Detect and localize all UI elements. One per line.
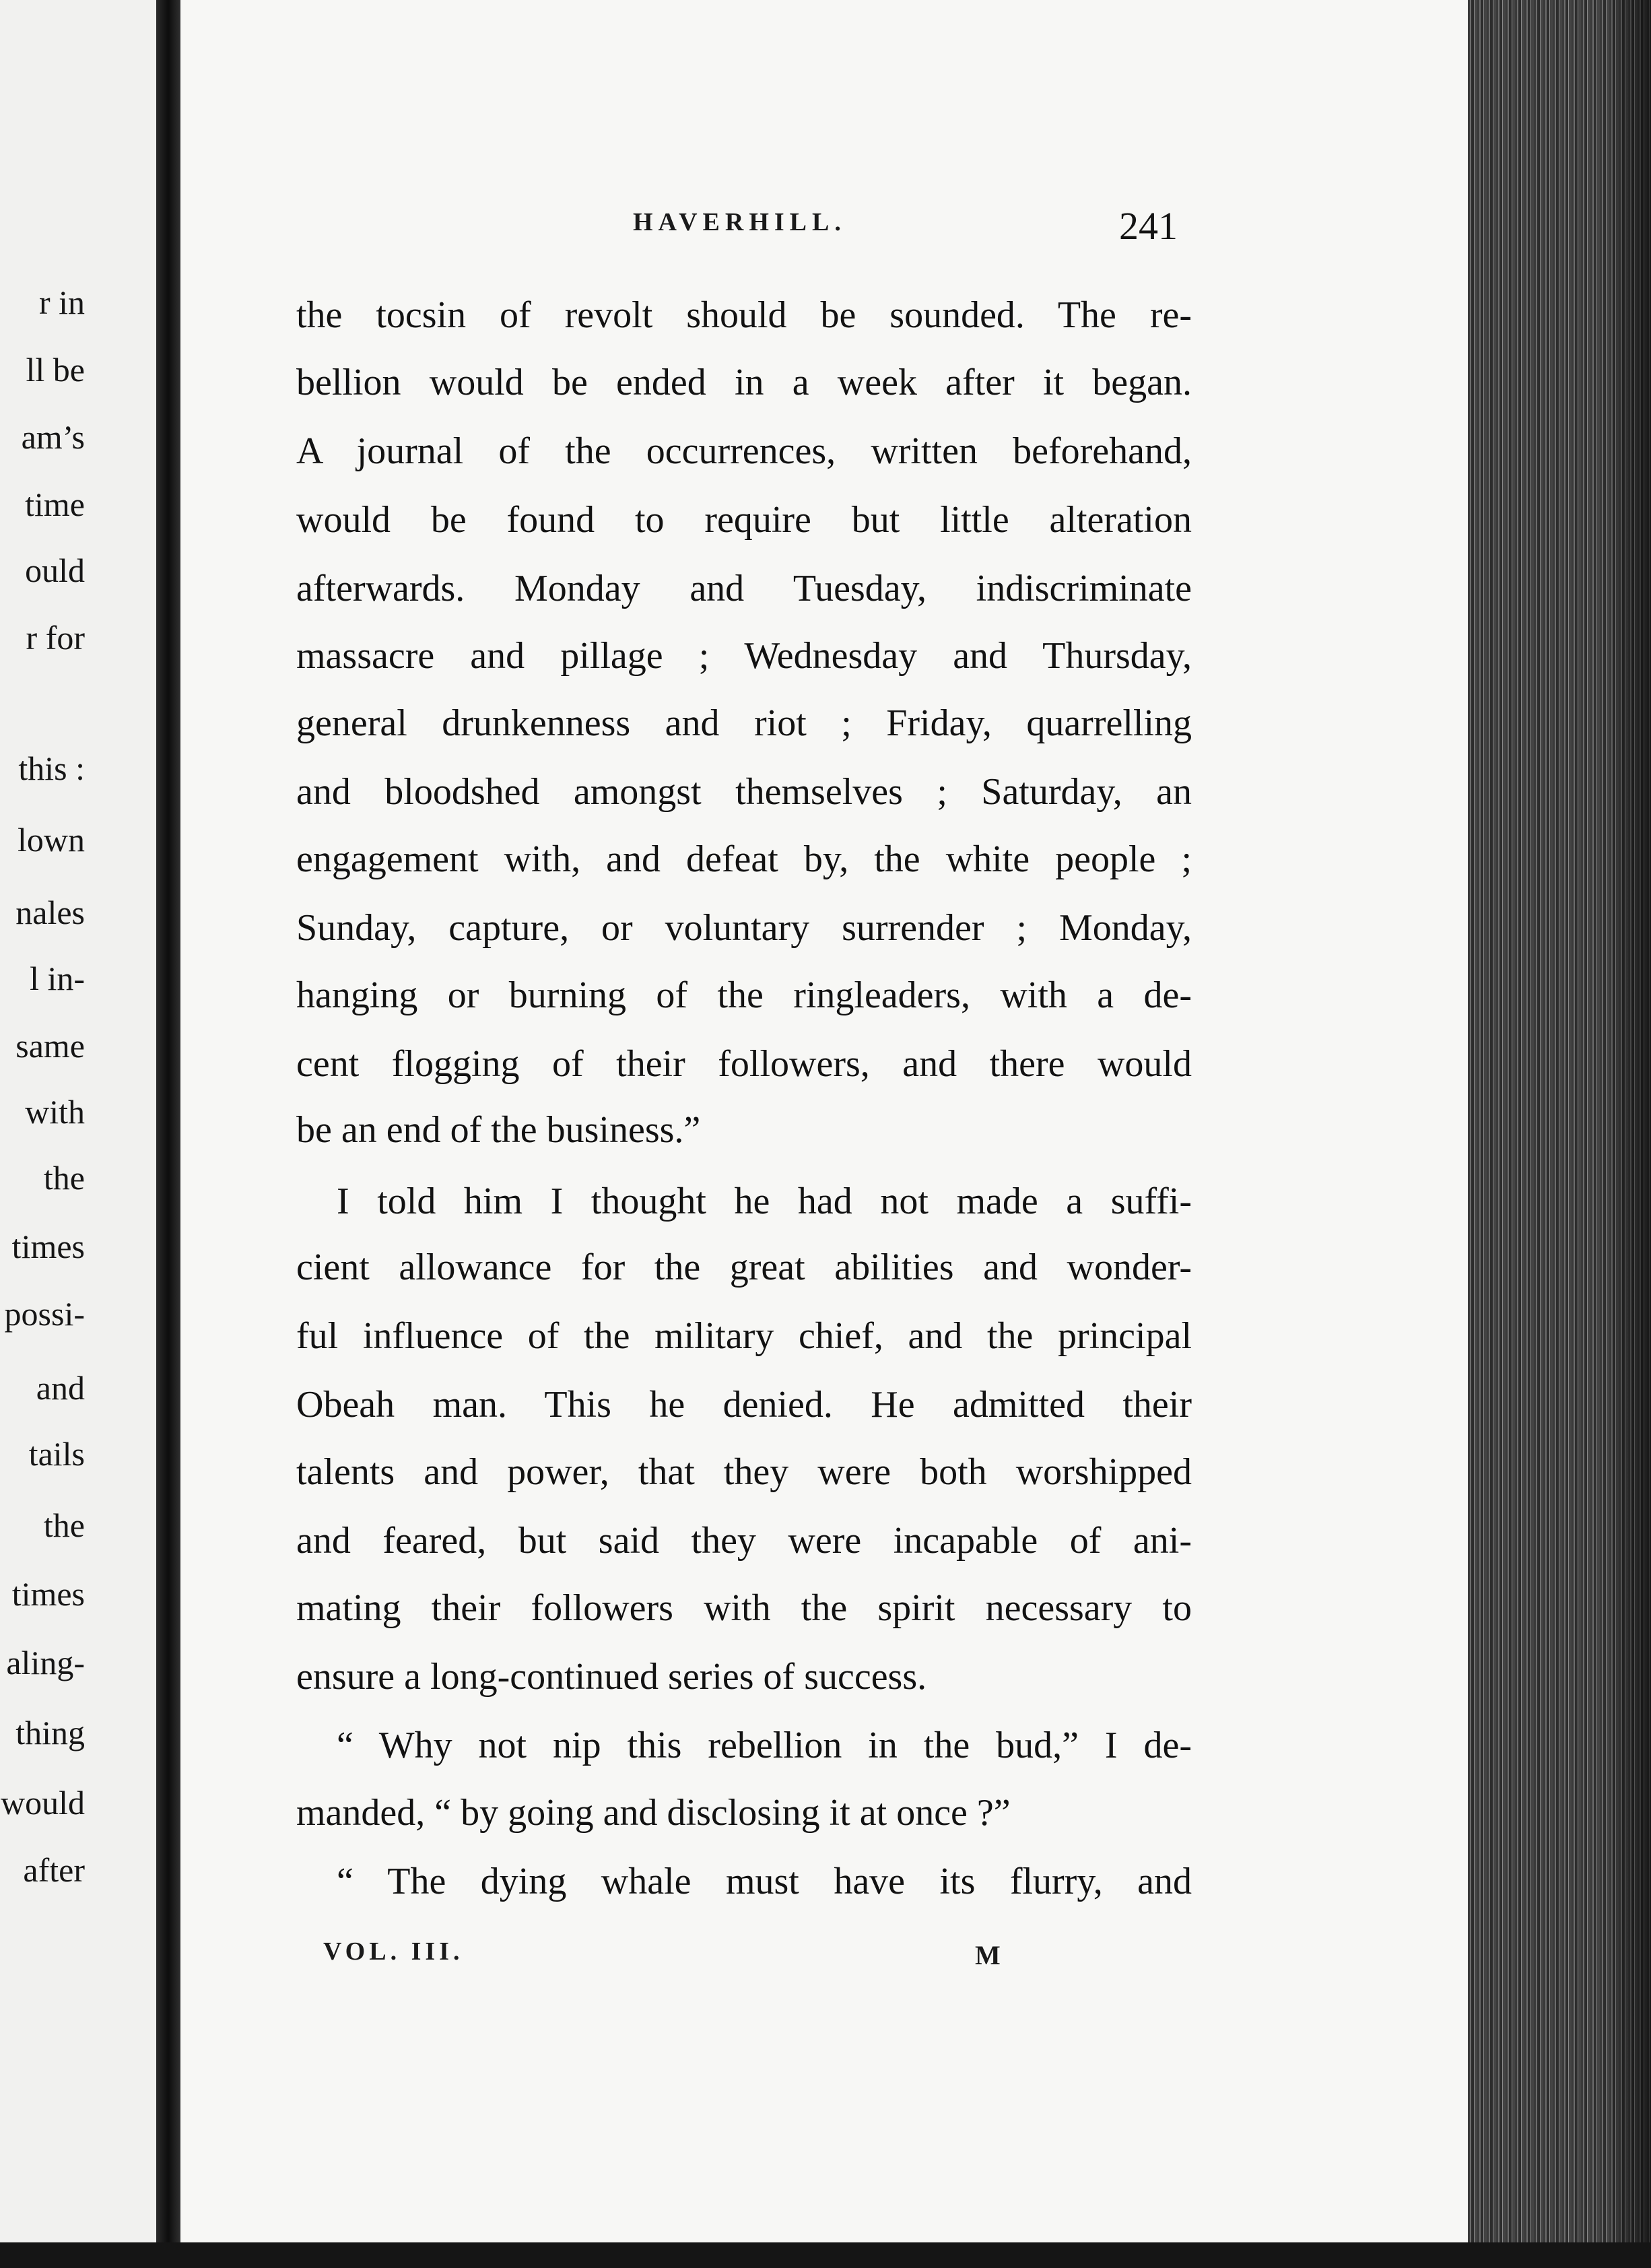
left-page-fragment: with bbox=[25, 1093, 85, 1131]
signature-mark: M bbox=[975, 1940, 1001, 1970]
left-page-fragment: the bbox=[43, 1506, 85, 1544]
left-page-fragment: am’s bbox=[21, 418, 85, 456]
left-page-fragment: this : bbox=[18, 749, 85, 787]
text-line: ful influence of the military chief, and the principal bbox=[296, 1315, 1192, 1357]
page-edges bbox=[1468, 0, 1651, 2268]
left-page-fragment: the bbox=[43, 1159, 85, 1197]
text-line: general drunkenness and riot ; Friday, quarrelling bbox=[296, 702, 1192, 744]
left-page-fragment: l in- bbox=[30, 960, 85, 997]
text-line: cient allowance for the great abilities and wonder- bbox=[296, 1246, 1192, 1288]
text-line: hanging or burning of the ringleaders, with a de- bbox=[296, 974, 1192, 1016]
text-line: Obeah man. This he denied. He admitted their bbox=[296, 1384, 1192, 1426]
text-line: would be found to require but little alteration bbox=[296, 499, 1192, 541]
text-line: be an end of the business.” bbox=[296, 1109, 701, 1151]
left-facing-page bbox=[0, 0, 156, 2242]
left-page-fragment: tails bbox=[28, 1435, 85, 1473]
page-number: 241 bbox=[1119, 204, 1178, 248]
left-page-fragment: r for bbox=[26, 619, 85, 657]
scan-border bbox=[0, 2242, 1651, 2268]
left-page-fragment: aling- bbox=[6, 1644, 85, 1681]
text-line: mating their followers with the spirit necessary to bbox=[296, 1587, 1192, 1629]
left-page-fragment: same bbox=[15, 1027, 85, 1065]
left-page-fragment: would bbox=[1, 1784, 85, 1822]
volume-signature: VOL. III. bbox=[323, 1937, 464, 1966]
running-head: HAVERHILL. bbox=[633, 208, 846, 236]
left-page-fragment: after bbox=[23, 1851, 85, 1889]
left-page-fragment: times bbox=[11, 1228, 85, 1265]
text-line: bellion would be ended in a week after it began. bbox=[296, 362, 1192, 403]
text-line: and bloodshed amongst themselves ; Saturday, an bbox=[296, 771, 1192, 813]
left-page-fragment: thing bbox=[15, 1714, 85, 1752]
text-line: talents and power, that they were both worshipped bbox=[296, 1451, 1192, 1493]
left-page-fragment: lown bbox=[18, 821, 85, 859]
text-line: I told him I thought he had not made a suffi- bbox=[337, 1180, 1192, 1222]
text-line: the tocsin of revolt should be sounded. The re- bbox=[296, 294, 1192, 336]
left-page-fragment: nales bbox=[15, 894, 85, 931]
text-line: engagement with, and defeat by, the white people ; bbox=[296, 838, 1192, 880]
text-line: cent flogging of their followers, and there would bbox=[296, 1043, 1192, 1085]
left-page-fragment: ould bbox=[25, 552, 85, 589]
left-page-fragment: and bbox=[36, 1369, 85, 1407]
book-gutter bbox=[156, 0, 180, 2268]
left-page-fragment: time bbox=[25, 486, 85, 523]
text-line: A journal of the occurrences, written beforehand, bbox=[296, 430, 1192, 472]
text-line: “ The dying whale must have its flurry, and bbox=[337, 1861, 1192, 1902]
text-line: Sunday, capture, or voluntary surrender ; Monday, bbox=[296, 907, 1192, 949]
text-line: manded, “ by going and disclosing it at once ?” bbox=[296, 1792, 1011, 1834]
left-page-fragment: ll be bbox=[26, 351, 85, 389]
text-line: ensure a long-continued series of success. bbox=[296, 1656, 927, 1698]
left-page-fragment: times bbox=[11, 1575, 85, 1613]
text-line: “ Why not nip this rebellion in the bud,” I de- bbox=[337, 1725, 1192, 1766]
left-page-fragment: r in bbox=[38, 284, 85, 321]
text-line: and feared, but said they were incapable of ani- bbox=[296, 1520, 1192, 1562]
text-line: massacre and pillage ; Wednesday and Thursday, bbox=[296, 635, 1192, 677]
text-line: afterwards. Monday and Tuesday, indiscriminate bbox=[296, 568, 1192, 609]
left-page-fragment: possi- bbox=[4, 1295, 85, 1333]
